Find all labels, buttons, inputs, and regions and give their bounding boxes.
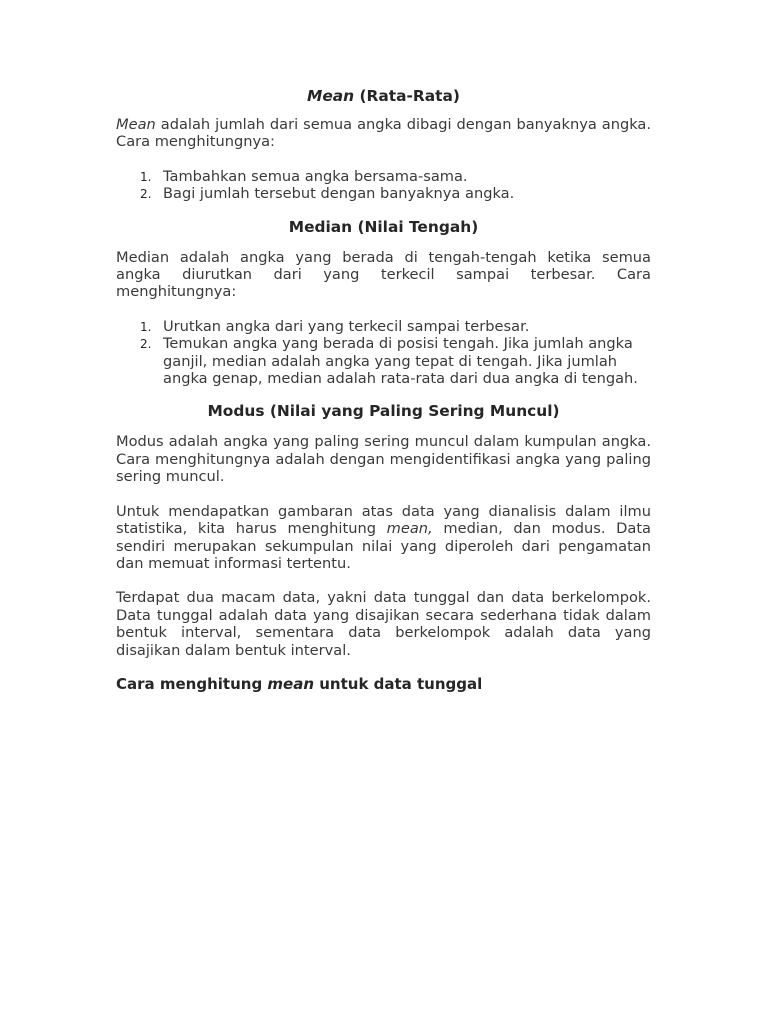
mean-intro-term: Mean (116, 116, 156, 133)
mean-intro-paragraph (116, 116, 651, 151)
document-body (116, 86, 651, 693)
list-item (116, 168, 651, 185)
mean-heading-term: Mean (307, 87, 355, 105)
statistik-term: mean, (386, 520, 433, 538)
list-item-number: 1. (140, 319, 152, 334)
statistik-text-after: median, dan modus. Data sendiri merupakan sekumpulan nilai yang diperoleh dari pengamatan dan memuat informasi tertentu. (116, 520, 651, 572)
modus-heading: Modus (Nilai yang Paling Sering Muncul) (207, 402, 560, 421)
median-heading: Median (Nilai Tengah) (288, 217, 479, 236)
median-intro-paragraph: Median adalah angka yang berada di tengah-tengah ketika semua angka diurutkan dari yang terkecil sampai terbesar. Cara menghitungnya: (116, 248, 651, 301)
list-item (116, 318, 651, 335)
median-steps-list (116, 318, 651, 388)
mean-heading-rest: (Rata-Rata) (354, 87, 460, 105)
list-item-text: Tambahkan semua angka bersama-sama. (163, 167, 468, 185)
subheading-term: mean (267, 674, 315, 693)
subheading-after: untuk data tunggal (314, 674, 483, 693)
data-types-paragraph: Terdapat dua macam data, yakni data tunggal dan data berkelompok. Data tunggal adalah data yang disajikan secara sederhana tidak dalam bentuk interval, sementara data berkelompok adalah data yang disajikan dalam bentuk interval. (116, 589, 651, 659)
subheading-before: Cara menghitung (116, 674, 268, 693)
list-item-text: Temukan angka yang berada di posisi tengah. Jika jumlah angka ganjil, median adalah angka yang tepat di tengah. Jika jumlah angka genap, median adalah rata-rata dari dua angka di tengah. (163, 335, 638, 388)
list-item (116, 185, 651, 202)
list-item-number: 2. (140, 187, 152, 202)
mean-steps-list (116, 168, 651, 203)
mean-heading (116, 86, 651, 106)
statistik-paragraph (116, 503, 651, 573)
list-item-text: Bagi jumlah tersebut dengan banyaknya angka. (163, 185, 515, 203)
mean-intro-text: adalah jumlah dari semua angka dibagi dengan banyaknya angka. Cara menghitungnya: (116, 116, 651, 151)
list-item-text: Urutkan angka dari yang terkecil sampai terbesar. (163, 317, 530, 335)
modus-intro-paragraph: Modus adalah angka yang paling sering muncul dalam kumpulan angka. Cara menghitungnya adalah dengan mengidentifikasi angka yang paling sering muncul. (116, 433, 651, 486)
statistik-text-before: Untuk mendapatkan gambaran atas data yang dianalisis dalam ilmu statistika, kita harus menghitung (116, 502, 651, 538)
list-item-number: 2. (140, 337, 152, 352)
mean-tunggal-subheading (116, 676, 651, 693)
list-item (116, 335, 651, 387)
list-item-number: 1. (140, 169, 152, 184)
